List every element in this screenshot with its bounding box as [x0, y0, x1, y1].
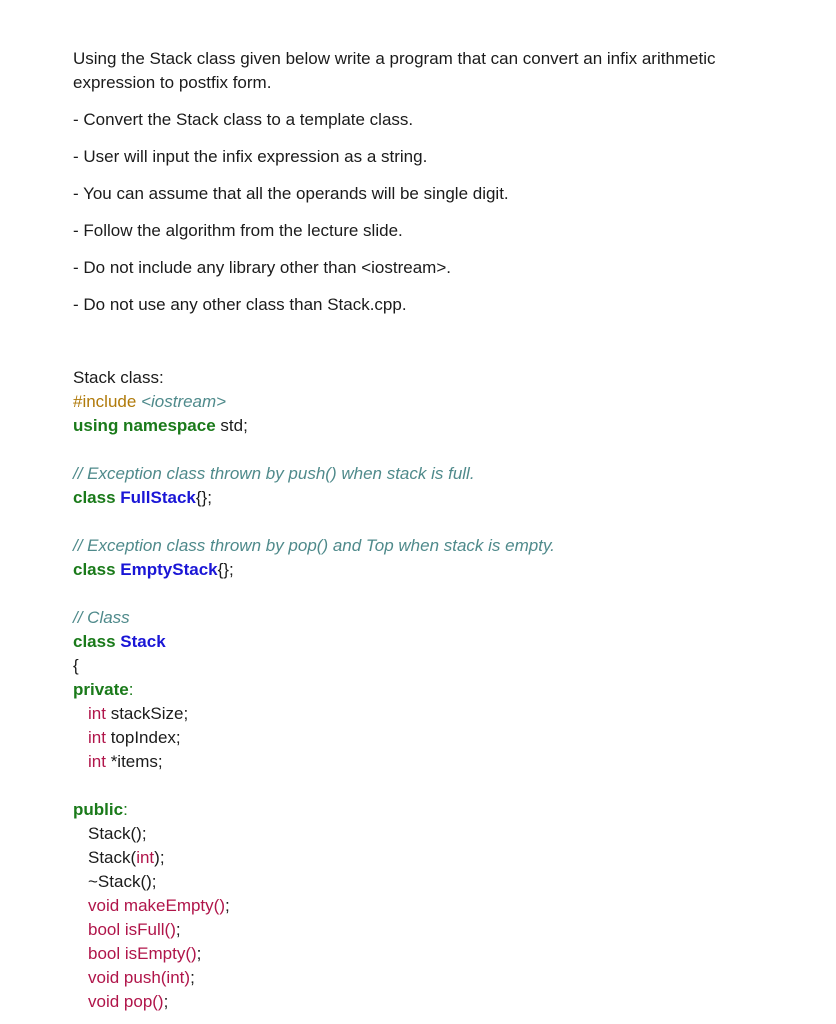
method-pop: void pop();: [88, 992, 169, 1011]
requirement-item: - Do not include any library other than <iostream>.: [73, 258, 451, 277]
destructor: ~Stack();: [88, 872, 157, 891]
using-keyword: using namespace: [73, 416, 216, 435]
public-label: public:: [73, 800, 128, 819]
requirement-item: - You can assume that all the operands will be single digit.: [73, 184, 509, 203]
using-line: [73, 414, 793, 438]
include-line: [73, 390, 793, 414]
assignment-intro: Using the Stack class given below write a program that can convert an infix arithmetic expression to postfix form.: [73, 49, 716, 92]
requirements-list: [73, 108, 793, 317]
member-items: int *items;: [88, 752, 163, 771]
stack-class-heading: Stack class:: [73, 368, 164, 387]
ctor-default: Stack();: [88, 824, 147, 843]
include-file: <iostream>: [141, 392, 227, 411]
fullstack-name: FullStack: [120, 488, 196, 507]
requirement-item: - User will input the infix expression as a string.: [73, 147, 428, 166]
open-brace: {: [73, 656, 79, 675]
emptystack-name: EmptyStack: [120, 560, 218, 579]
method-isempty: bool isEmpty();: [88, 944, 202, 963]
requirement-item: - Convert the Stack class to a template class.: [73, 110, 414, 129]
fullstack-comment: // Exception class thrown by push() when stack is full.: [73, 464, 475, 483]
using-rest: std;: [215, 416, 248, 435]
emptystack-comment: // Exception class thrown by pop() and Top when stack is empty.: [73, 536, 555, 555]
stack-name: Stack: [120, 632, 166, 651]
document-page: [73, 47, 793, 1014]
class-comment: // Class: [73, 608, 130, 627]
stack-code-listing: [73, 390, 793, 1014]
ctor-int: Stack(int);: [88, 848, 165, 867]
member-topindex: int topIndex;: [88, 728, 181, 747]
include-directive: #include: [73, 392, 137, 411]
member-stacksize: int stackSize;: [88, 704, 189, 723]
fullstack-class-line: class FullStack{};: [73, 488, 212, 507]
requirement-item: - Do not use any other class than Stack.cpp.: [73, 295, 407, 314]
private-label: private:: [73, 680, 134, 699]
method-isfull: bool isFull();: [88, 920, 181, 939]
method-push: void push(int);: [88, 968, 195, 987]
requirement-item: - Follow the algorithm from the lecture slide.: [73, 221, 403, 240]
emptystack-class-line: class EmptyStack{};: [73, 560, 234, 579]
method-makeempty: void makeEmpty();: [88, 896, 230, 915]
stack-class-line: class Stack: [73, 632, 166, 651]
